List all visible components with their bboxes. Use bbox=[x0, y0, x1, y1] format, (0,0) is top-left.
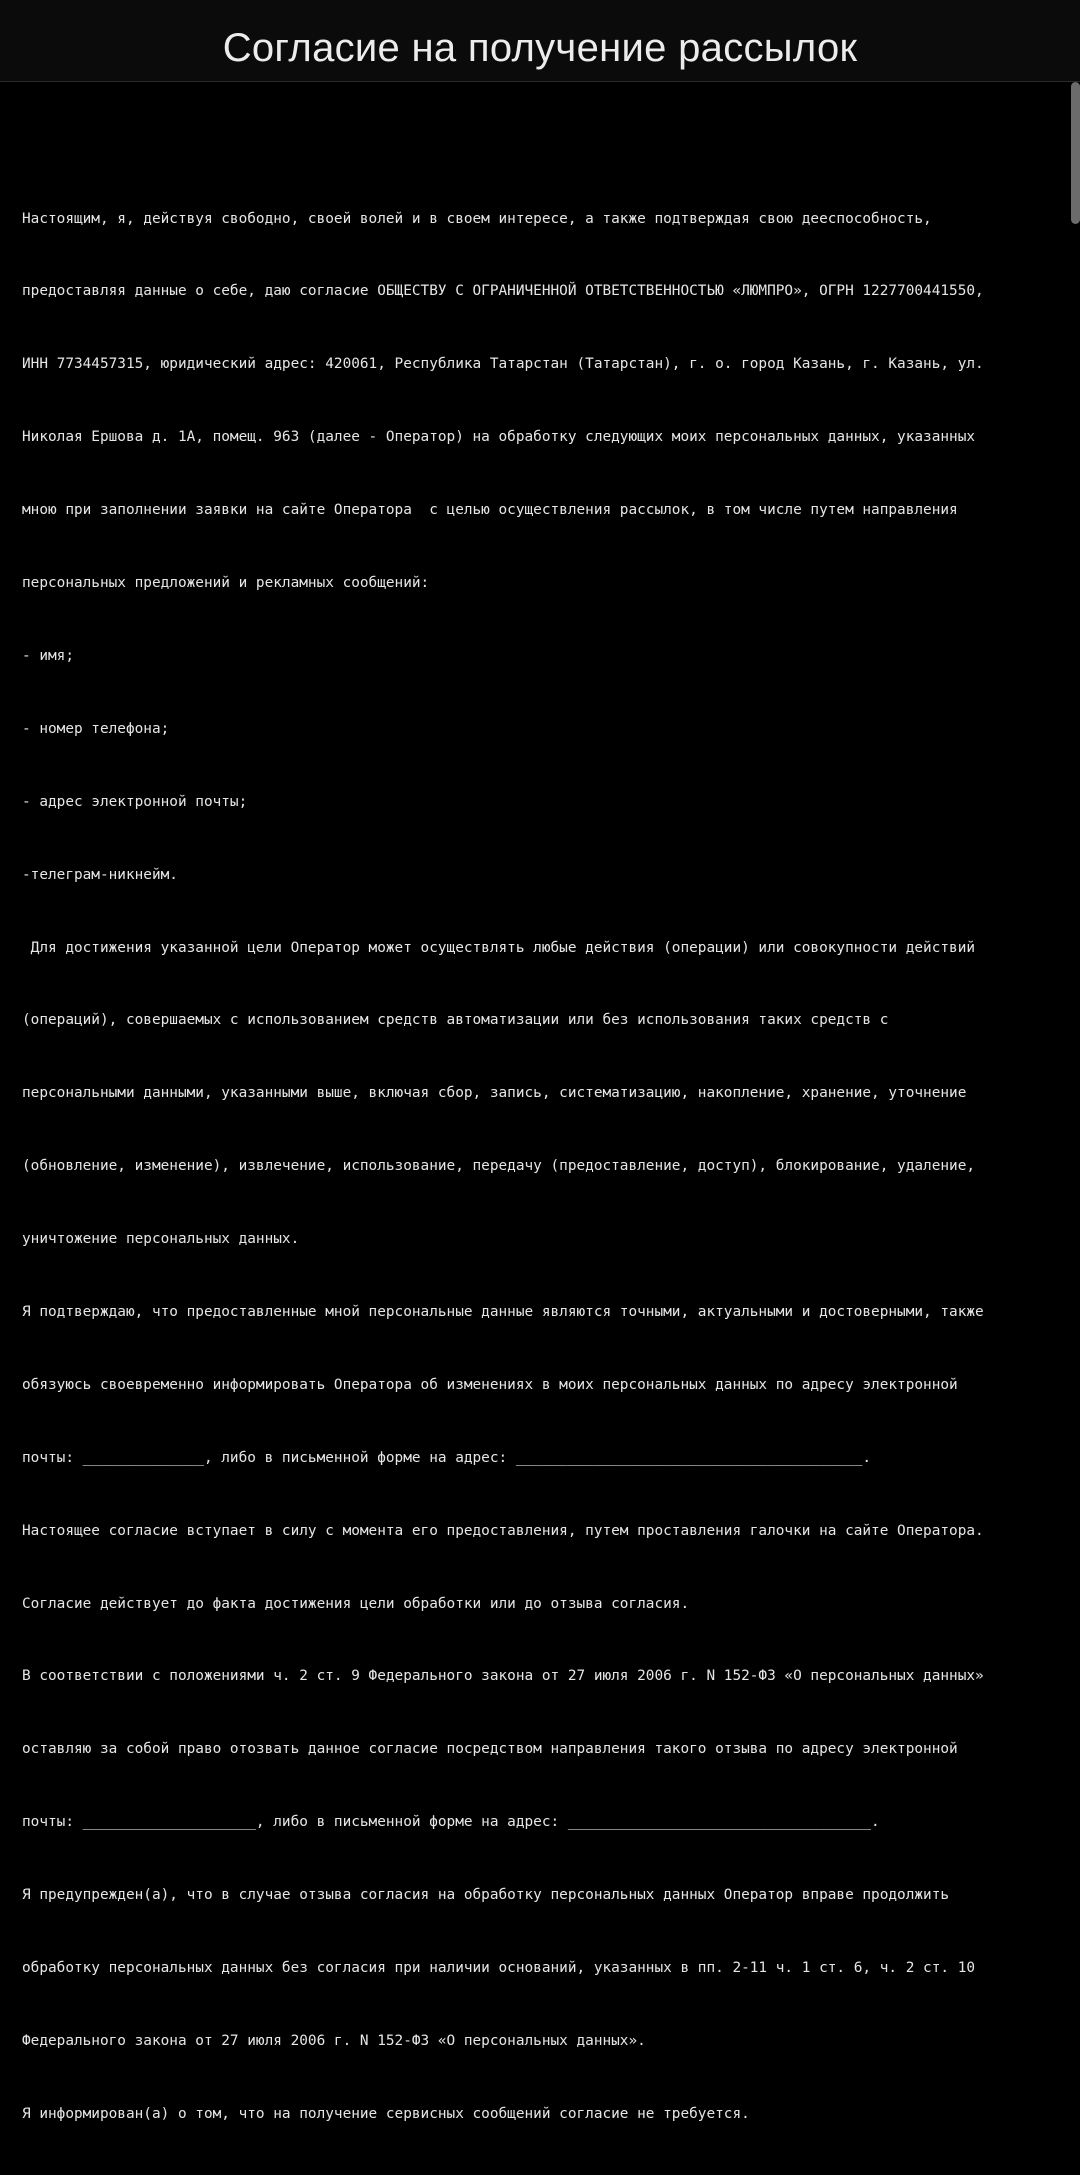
text-line: Настоящее согласие вступает в силу с момента его предоставления, путем проставления галочки на сайте Оператора. bbox=[22, 1522, 984, 1539]
page-title: Согласие на получение рассылок bbox=[222, 26, 858, 70]
text-line: Федерального закона от 27 июля 2006 г. N 152-ФЗ «О персональных данных». bbox=[22, 2032, 646, 2049]
list-item: -телеграм-никнейм. bbox=[22, 866, 178, 883]
list-item: - номер телефона; bbox=[22, 720, 170, 737]
text-line: обработку персональных данных без согласия при наличии оснований, указанных в пп. 2-11 ч. 1 ст. 6, ч. 2 ст. 10 bbox=[22, 1959, 976, 1976]
text-line: уничтожение персональных данных. bbox=[22, 1231, 300, 1248]
text-line: персональных предложений и рекламных сообщений: bbox=[22, 575, 430, 592]
text-line: (операций), совершаемых с использованием средств автоматизации или без использования таких средств с bbox=[22, 1012, 889, 1029]
text-line: персональными данными, указанными выше, включая сбор, запись, систематизацию, накопление, хранение, уточнение bbox=[22, 1085, 967, 1102]
scrollbar-thumb[interactable] bbox=[1071, 82, 1080, 224]
list-item: - имя; bbox=[22, 647, 74, 664]
text-line: (обновление, изменение), извлечение, использование, передачу (предоставление, доступ), блокирование, удаление, bbox=[22, 1158, 976, 1175]
text-line: Я информирован(а) о том, что на получение сервисных сообщений согласие не требуется. bbox=[22, 2105, 750, 2122]
text-line: Я подтверждаю, что предоставленные мной персональные данные являются точными, актуальными и достоверными, также bbox=[22, 1303, 984, 1320]
text-line: Для достижения указанной цели Оператор может осуществлять любые действия (операции) или совокупности действий bbox=[22, 939, 976, 956]
text-line: Я предупрежден(а), что в случае отзыва согласия на обработку персональных данных Оператор вправе продолжить bbox=[22, 1887, 950, 1904]
text-line: обязуюсь своевременно информировать Оператора об изменениях в моих персональных данных по адресу электронной bbox=[22, 1376, 958, 1393]
text-line: почты: ______________, либо в письменной форме на адрес: ________________________________________. bbox=[22, 1449, 872, 1466]
text-line: Настоящим, я, действуя свободно, своей волей и в своем интересе, а также подтверждая свою дееспособность, bbox=[22, 210, 932, 227]
consent-text bbox=[22, 158, 1062, 2175]
text-line: Согласие действует до факта достижения цели обработки или до отзыва согласия. bbox=[22, 1595, 690, 1612]
text-line: оставляю за собой право отозвать данное согласие посредством направления такого отзыва по адресу электронной bbox=[22, 1741, 958, 1758]
text-line: предоставляя данные о себе, даю согласие ОБЩЕСТВУ С ОГРАНИЧЕННОЙ ОТВЕТСТВЕННОСТЬЮ «ЛЮМПРО», ОГРН 1227700441550, bbox=[22, 283, 984, 300]
text-line: мною при заполнении заявки на сайте Оператора с целью осуществления рассылок, в том числе путем направления bbox=[22, 502, 958, 519]
list-item: - адрес электронной почты; bbox=[22, 793, 248, 810]
page-header bbox=[0, 0, 1080, 82]
text-line: ИНН 7734457315, юридический адрес: 420061, Республика Татарстан (Татарстан), г. о. город Казань, г. Казань, ул. bbox=[22, 356, 984, 373]
text-line: Николая Ершова д. 1А, помещ. 963 (далее - Оператор) на обработку следующих моих персональных данных, указанных bbox=[22, 429, 976, 446]
text-line: В соответствии с положениями ч. 2 ст. 9 Федерального закона от 27 июля 2006 г. N 152-ФЗ «О персональных данных» bbox=[22, 1668, 984, 1685]
text-line: почты: ____________________, либо в письменной форме на адрес: ___________________________________. bbox=[22, 1814, 880, 1831]
